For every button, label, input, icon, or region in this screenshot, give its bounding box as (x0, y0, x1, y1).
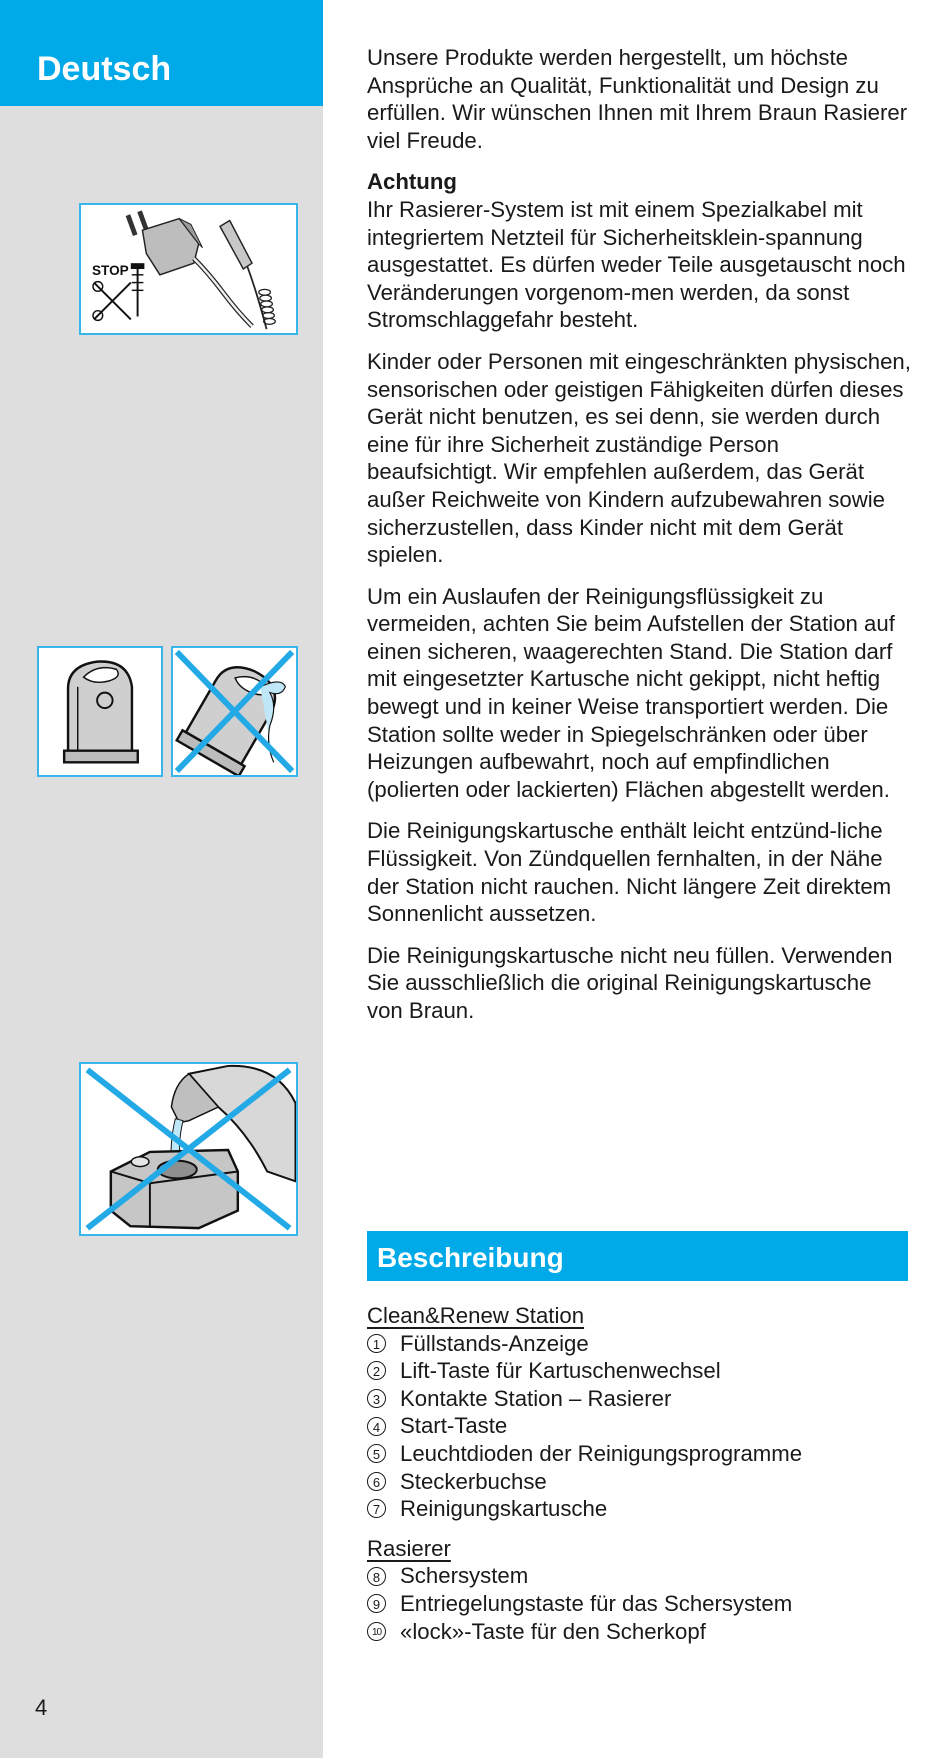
list-item (367, 1440, 912, 1468)
item-number: 2 (367, 1361, 386, 1380)
item-number: 8 (367, 1567, 386, 1586)
cable-illustration (81, 205, 296, 333)
intro-paragraph: Unsere Produkte werden hergestellt, um höchste Ansprüche an Qualität, Funktionalität und Design zu erfüllen. Wir wünschen Ihnen mit Ihrem Braun Rasierer viel Freude. (367, 45, 908, 153)
item-label: Start-Taste (400, 1413, 508, 1439)
item-number: 5 (367, 1444, 386, 1463)
list-item (367, 1357, 912, 1385)
item-number: 1 (367, 1334, 386, 1353)
description-heading: Beschreibung (377, 1242, 564, 1273)
item-label: Füllstands-Anzeige (400, 1330, 589, 1356)
item-label: Schersystem (400, 1563, 529, 1589)
parts-group-title: Rasierer (367, 1535, 451, 1561)
warning-paragraph: Kinder oder Personen mit eingeschränkten physischen, sensorischen oder geistigen Fähigkeiten dürfen dieses Gerät nicht benutzen, es sei denn, sie werden durch eine für ihre Sicherheit zuständige Person beaufsichtigt. Wir empfehlen außerdem, das Gerät außer Reichweite von Kindern aufzubewahren sowie sicherzustellen, dass Kinder nicht mit dem Gerät spielen. (367, 348, 911, 568)
list-item (367, 1412, 912, 1440)
item-number: 9 (367, 1594, 386, 1613)
item-label: «lock»-Taste für den Scherkopf (400, 1618, 706, 1644)
warning-paragraph: Die Reinigungskartusche enthält leicht entzünd-liche Flüssigkeit. Von Zündquellen fernhalten, in der Nähe der Station nicht rauchen. Nicht längere Zeit direktem Sonnenlicht aussetzen. (367, 818, 892, 927)
warning-paragraph: Ihr Rasierer-System ist mit einem Spezialkabel mit integriertem Netzteil für Sicherheitsklein-spannung ausgestattet. Es dürfen weder Teile ausgetauscht noch Veränderungen vorgenom-men werden, da sonst Stromschlaggefahr besteht. (367, 196, 906, 333)
warning-paragraph: Um ein Auslaufen der Reinigungsflüssigkeit zu vermeiden, achten Sie beim Aufstellen der Station auf einen sicheren, waagerechten Stand. Die Station darf mit eingesetzter Kartusche nicht gekippt, nicht heftig bewegt und in keiner Weise transportiert werden. Die Station sollte weder in Spiegelschränken oder über Heizungen aufbewahrt, noch auf empfindlichen (polierten oder lackierten) Flächen abgestellt werden. (367, 583, 895, 802)
refill-illustration (81, 1064, 296, 1234)
list-item (367, 1385, 912, 1413)
station-tilted-illustration (173, 648, 296, 775)
item-label: Steckerbuchse (400, 1468, 547, 1494)
item-number: 7 (367, 1499, 386, 1518)
list-item (367, 1330, 912, 1358)
item-label: Leuchtdioden der Reinigungsprogramme (400, 1440, 803, 1466)
item-label: Entriegelungstaste für das Schersystem (400, 1590, 793, 1616)
language-label: Deutsch (37, 50, 172, 88)
page-number: 4 (35, 1695, 48, 1720)
item-label: Reinigungskartusche (400, 1496, 608, 1522)
parts-group-shaver (367, 1535, 912, 1645)
item-number: 6 (367, 1472, 386, 1491)
item-label: Kontakte Station – Rasierer (400, 1385, 672, 1411)
item-number: 4 (367, 1417, 386, 1436)
warning-paragraph: Die Reinigungskartusche nicht neu füllen. Verwenden Sie ausschließlich die original Reinigungskartusche von Braun. (367, 942, 893, 1023)
description-section-header (367, 1231, 908, 1281)
figure-cable-warning (79, 203, 298, 335)
figure-station-tilted-crossed (171, 646, 298, 777)
list-item (367, 1495, 912, 1523)
list-item (367, 1590, 912, 1618)
list-item (367, 1562, 912, 1590)
warning-heading: Achtung (367, 169, 457, 195)
main-text-column (367, 44, 912, 1025)
item-number: 10 (367, 1622, 386, 1641)
item-label: Lift-Taste für Kartuschenwechsel (400, 1358, 721, 1384)
figure-refill-crossed (79, 1062, 298, 1236)
parts-group-station (367, 1302, 912, 1523)
parts-group-title: Clean&Renew Station (367, 1303, 585, 1328)
language-tab (0, 0, 323, 106)
stop-label: STOP (92, 262, 129, 278)
list-item (367, 1618, 912, 1646)
figure-station-upright (37, 646, 163, 777)
list-item (367, 1468, 912, 1496)
item-number: 3 (367, 1389, 386, 1408)
parts-list (367, 1302, 912, 1657)
station-upright-illustration (39, 648, 161, 775)
